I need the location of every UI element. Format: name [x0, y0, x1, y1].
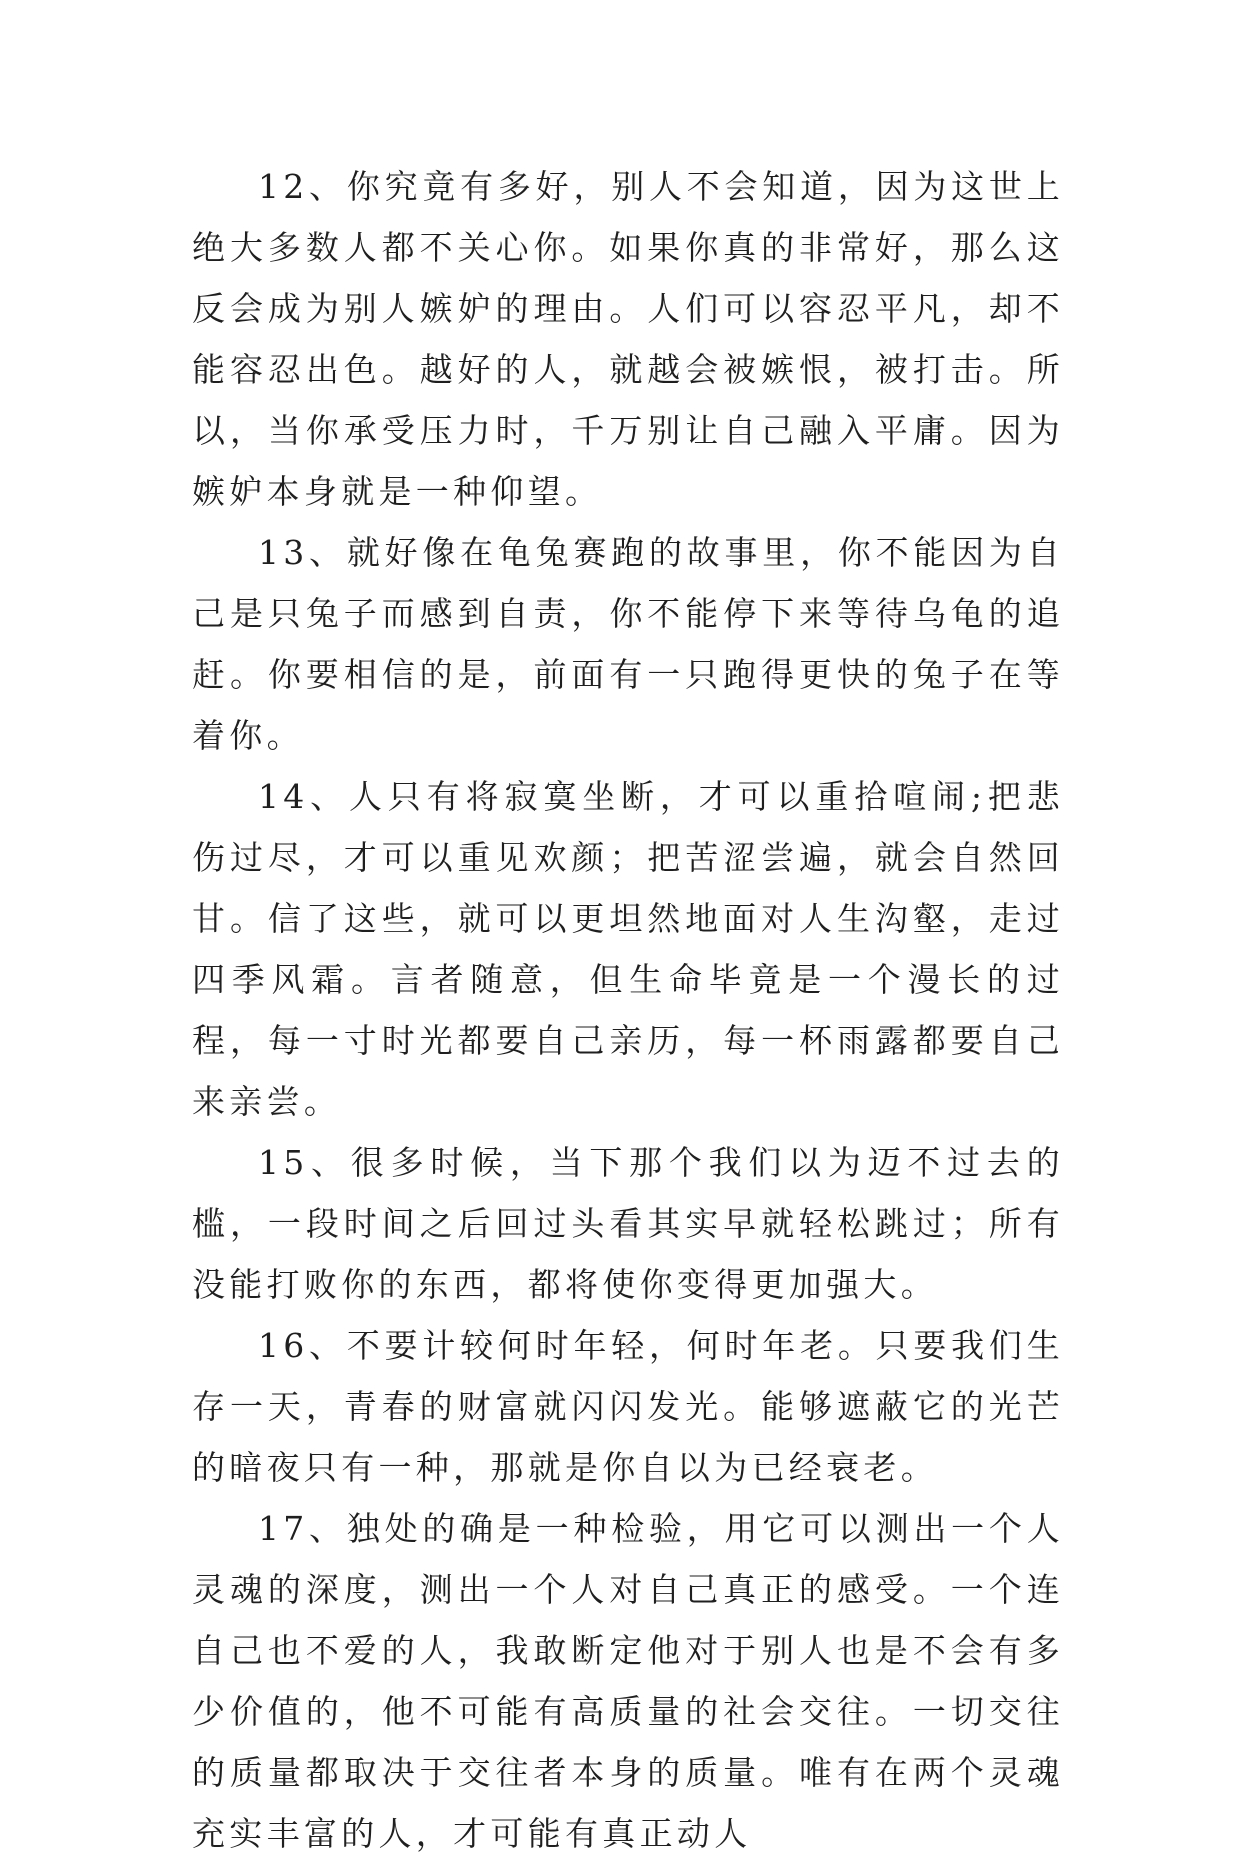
paragraph-13: 13、就好像在龟兔赛跑的故事里，你不能因为自己是只兔子而感到自责，你不能停下来等待乌龟的追赶。你要相信的是，前面有一只跑得更快的兔子在等着你。 [192, 533, 1064, 755]
paragraph-15: 15、很多时候，当下那个我们以为迈不过去的槛，一段时间之后回过头看其实早就轻松跳过；所有没能打败你的东西，都将使你变得更加强大。 [192, 1143, 1064, 1304]
paragraph-16: 16、不要计较何时年轻，何时年老。只要我们生存一天，青春的财富就闪闪发光。能够遮蔽它的光芒的暗夜只有一种，那就是你自以为已经衰老。 [192, 1326, 1064, 1487]
paragraph-12: 12、你究竟有多好，别人不会知道，因为这世上绝大多数人都不关心你。如果你真的非常好，那么这反会成为别人嫉妒的理由。人们可以容忍平凡，却不能容忍出色。越好的人，就越会被嫉恨，被打击。所以，当你承受压力时，千万别让自己融入平庸。因为嫉妒本身就是一种仰望。 [192, 167, 1064, 511]
paragraph-14: 14、人只有将寂寞坐断，才可以重拾喧闹;把悲伤过尽，才可以重见欢颜；把苦涩尝遍，就会自然回甘。信了这些，就可以更坦然地面对人生沟壑，走过四季风霜。言者随意，但生命毕竟是一个漫长的过程，每一寸时光都要自己亲历，每一杯雨露都要自己来亲尝。 [192, 777, 1064, 1121]
paragraph-17: 17、独处的确是一种检验，用它可以测出一个人灵魂的深度，测出一个人对自己真正的感受。一个连自己也不爱的人，我敢断定他对于别人也是不会有多少价值的，他不可能有高质量的社会交往。一切交往的质量都取决于交往者本身的质量。唯有在两个灵魂充实丰富的人，才可能有真正动人 [192, 1509, 1064, 1853]
document-body [192, 156, 1064, 1864]
